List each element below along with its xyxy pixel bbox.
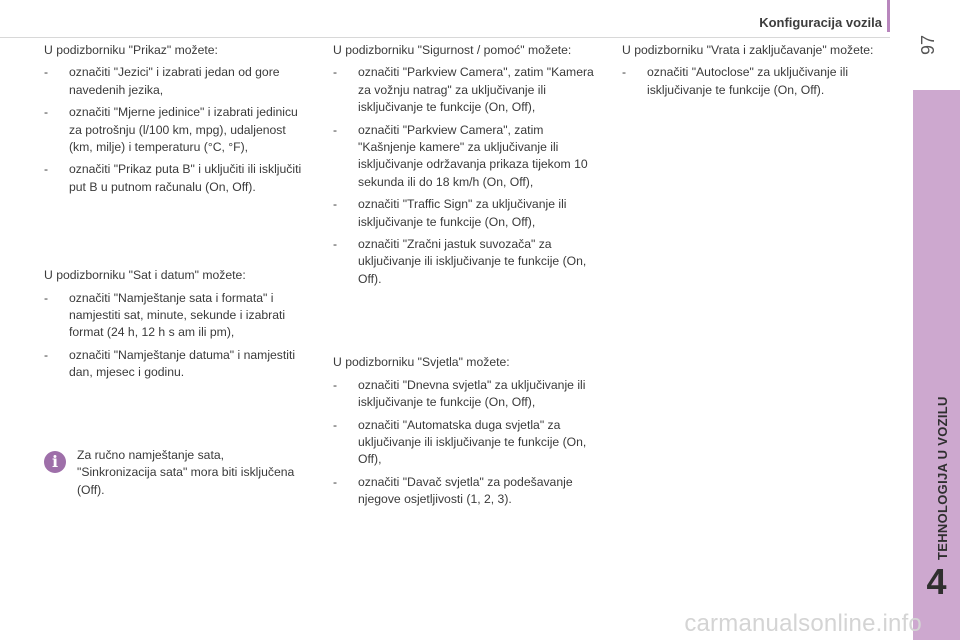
list-item-text: označiti "Davač svjetla" za podešavanje njegove osjetljivosti (1, 2, 3).: [358, 474, 573, 507]
section-prikaz: [44, 42, 309, 196]
list-item-text: označiti "Parkview Camera", zatim "Kamera za vožnju natrag" za uključivanje ili isključivanje te funkcije (On, Off),: [358, 65, 594, 115]
section-intro: U podizborniku "Sat i datum" možete:: [44, 268, 246, 283]
list-item: [333, 377, 601, 412]
section-intro: U podizborniku "Prikaz" možete:: [44, 43, 218, 57]
info-note-text: Za ručno namještanje sata, "Sinkronizacija sata" mora biti isključena (Off).: [77, 448, 295, 497]
watermark: carmanualsonline.info: [684, 610, 922, 637]
section-sat-i-datum: [44, 267, 309, 381]
list-item-text: označiti "Prikaz puta B" i uključiti ili isključiti put B u putnom računalu (On, Off).: [69, 162, 302, 194]
list-dash: -: [333, 417, 338, 432]
list-item: [44, 104, 309, 156]
list-dash: -: [44, 290, 49, 305]
list-dash: -: [333, 122, 338, 137]
list-item-text: označiti "Parkview Camera", zatim "Kašnjenje kamere" za uključivanje ili isključivanje održavanja prikaza tijekom 10 sekunda ili do 18 km/h (On, Off),: [358, 122, 588, 189]
list-dash: -: [333, 377, 338, 392]
list-item: [333, 64, 601, 116]
column-2: [333, 42, 601, 514]
list-dash: -: [622, 65, 627, 80]
list-dash: -: [333, 474, 338, 489]
list-item-text: označiti "Mjerne jedinice" i izabrati jedinicu za potrošnju (l/100 km, mpg), udaljenost (km, milje) i temperaturu (°C, °F),: [69, 105, 298, 155]
column-1: [44, 42, 309, 387]
list-dash: -: [44, 162, 49, 177]
page-number: 97: [918, 34, 938, 56]
chapter-title: TEHNOLOGIJA U VOZILU: [935, 396, 950, 560]
list-item-text: označiti "Namještanje datuma" i namjestiti dan, mjesec i godinu.: [69, 347, 296, 380]
list-item: [333, 236, 601, 288]
list-item-text: označiti "Traffic Sign" za uključivanje ili isključivanje te funkcije (On, Off),: [358, 197, 567, 229]
list-dash: -: [44, 347, 49, 362]
list-item-text: označiti "Zračni jastuk suvozača" za uključivanje ili isključivanje te funkcije (On, Off).: [358, 237, 587, 286]
list-item: [333, 474, 601, 509]
section-sigurnost-pomoc: [333, 42, 601, 288]
list-item: [333, 122, 601, 192]
list-item-text: označiti "Namještanje sata i formata" i namjestiti sat, minute, sekunde i izabrati format (24 h, 12 h s am ili pm),: [69, 290, 286, 340]
header-divider: [0, 37, 890, 38]
info-note: [44, 447, 304, 499]
list-dash: -: [44, 65, 49, 80]
section-svjetla: [333, 354, 601, 508]
list-item-text: označiti "Dnevna svjetla" za uključivanje ili isključivanje te funkcije (On, Off),: [358, 377, 586, 410]
list-item-text: označiti "Jezici" i izabrati jedan od gore navedenih jezika,: [69, 65, 280, 97]
list-item: [333, 417, 601, 469]
chapter-number: 4: [926, 561, 947, 602]
list-item-text: označiti "Autoclose" za uključivanje ili isključivanje te funkcije (On, Off).: [647, 65, 849, 97]
header-accent-bar: [887, 0, 890, 32]
column-3: [622, 42, 884, 104]
list-item: [44, 64, 309, 99]
section-vrata-i-zakljucavanje: [622, 42, 884, 99]
list-item: [44, 161, 309, 196]
list-dash: -: [333, 237, 338, 252]
list-dash: -: [333, 65, 338, 80]
section-intro: U podizborniku "Vrata i zaključavanje" možete:: [622, 43, 874, 57]
page-header-title: Konfiguracija vozila: [759, 15, 882, 30]
list-item: [44, 290, 309, 342]
list-item-text: označiti "Automatska duga svjetla" za uključivanje ili isključivanje te funkcije (On, Off),: [358, 417, 587, 467]
list-item: [333, 196, 601, 231]
info-icon: i: [44, 451, 66, 473]
list-dash: -: [44, 105, 49, 120]
section-intro: U podizborniku "Sigurnost / pomoć" možete:: [333, 43, 572, 57]
list-item: [622, 64, 884, 99]
list-item: [44, 347, 309, 382]
section-intro: U podizborniku "Svjetla" možete:: [333, 355, 510, 370]
list-dash: -: [333, 197, 338, 212]
